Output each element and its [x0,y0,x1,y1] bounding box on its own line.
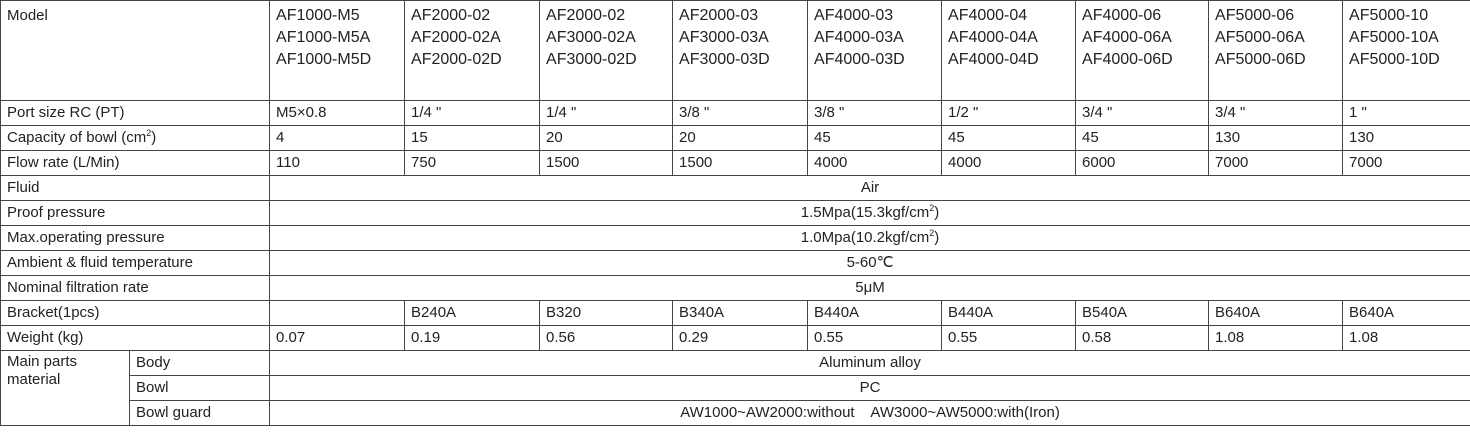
row-weight [1,326,1470,351]
filtration-value: 5μM [270,276,1470,301]
header-main-parts: Main parts material [1,351,130,426]
model-cell-5: AF4000-03 AF4000-03A AF4000-03D [808,1,942,101]
model-cell-7: AF4000-06 AF4000-06A AF4000-06D [1076,1,1209,101]
bracket-cell: B540A [1076,301,1209,326]
row-max-pressure [1,226,1470,251]
model-cell-6: AF4000-04 AF4000-04A AF4000-04D [942,1,1076,101]
capacity-cell: 130 [1343,126,1470,151]
header-bracket: Bracket(1pcs) [1,301,270,326]
header-port-size: Port size RC (PT) [1,101,270,126]
weight-cell: 0.56 [540,326,673,351]
model-cell-9: AF5000-10 AF5000-10A AF5000-10D [1343,1,1470,101]
model-cell-3: AF2000-02 AF3000-02A AF3000-02D [540,1,673,101]
max-pressure-value: $1.0Mpa(10.2kgf/cm^2)$ [270,226,1470,251]
bracket-cell: B640A [1209,301,1343,326]
port-size-cell: 3/8 " [808,101,942,126]
flow-rate-cell: 750 [405,151,540,176]
weight-cell: 0.19 [405,326,540,351]
bracket-cell: B240A [405,301,540,326]
port-size-cell: 1 " [1343,101,1470,126]
bowl-guard-value: AW1000~AW2000:without AW3000~AW5000:with(Iron) [270,401,1470,426]
capacity-cell: 45 [1076,126,1209,151]
flow-rate-cell: 6000 [1076,151,1209,176]
fluid-value: Air [270,176,1470,201]
port-size-cell: M5×0.8 [270,101,405,126]
row-bowl [1,376,1470,401]
flow-rate-cell: 1500 [540,151,673,176]
row-fluid [1,176,1470,201]
row-proof-pressure [1,201,1470,226]
capacity-cell: 4 [270,126,405,151]
row-flow-rate [1,151,1470,176]
proof-pressure-value: $1.5Mpa(15.3kgf/cm^2)$ [270,201,1470,226]
weight-cell: 0.55 [942,326,1076,351]
weight-cell: 0.55 [808,326,942,351]
port-size-cell: 1/4 " [540,101,673,126]
header-model: Model [1,1,270,101]
capacity-cell: 20 [540,126,673,151]
row-body [1,351,1470,376]
temperature-value: 5-60℃ [270,251,1470,276]
port-size-cell: 3/8 " [673,101,808,126]
port-size-cell: 3/4 " [1209,101,1343,126]
capacity-cell: 45 [808,126,942,151]
port-size-cell: 3/4 " [1076,101,1209,126]
row-port-size [1,101,1470,126]
capacity-cell: 20 [673,126,808,151]
header-max-pressure: Max.operating pressure [1,226,270,251]
weight-cell: 1.08 [1343,326,1470,351]
bracket-cell: B440A [808,301,942,326]
model-cell-1: AF1000-M5 AF1000-M5A AF1000-M5D [270,1,405,101]
model-cell-2: AF2000-02 AF2000-02A AF2000-02D [405,1,540,101]
header-filtration: Nominal filtration rate [1,276,270,301]
header-proof-pressure: Proof pressure [1,201,270,226]
bracket-cell: B440A [942,301,1076,326]
flow-rate-cell: 7000 [1343,151,1470,176]
row-filtration [1,276,1470,301]
bracket-cell: B640A [1343,301,1470,326]
port-size-cell: 1/2 " [942,101,1076,126]
model-cell-4: AF2000-03 AF3000-03A AF3000-03D [673,1,808,101]
row-bracket [1,301,1470,326]
capacity-cell: 15 [405,126,540,151]
bracket-cell: B340A [673,301,808,326]
header-fluid: Fluid [1,176,270,201]
flow-rate-cell: 1500 [673,151,808,176]
weight-cell: 0.29 [673,326,808,351]
header-weight: Weight (kg) [1,326,270,351]
flow-rate-cell: 7000 [1209,151,1343,176]
port-size-cell: 1/4 " [405,101,540,126]
capacity-cell: 45 [942,126,1076,151]
row-bowl-guard [1,401,1470,426]
capacity-cell: 130 [1209,126,1343,151]
flow-rate-cell: 110 [270,151,405,176]
model-cell-8: AF5000-06 AF5000-06A AF5000-06D [1209,1,1343,101]
row-capacity [1,126,1470,151]
header-temperature: Ambient & fluid temperature [1,251,270,276]
weight-cell: 1.08 [1209,326,1343,351]
row-temperature [1,251,1470,276]
header-body: Body [130,351,270,376]
flow-rate-cell: 4000 [808,151,942,176]
header-bowl: Bowl [130,376,270,401]
weight-cell: 0.07 [270,326,405,351]
row-model [1,1,1470,101]
bracket-cell [270,301,405,326]
body-value: Aluminum alloy [270,351,1470,376]
header-flow-rate: Flow rate (L/Min) [1,151,270,176]
flow-rate-cell: 4000 [942,151,1076,176]
header-bowl-guard: Bowl guard [130,401,270,426]
bracket-cell: B320 [540,301,673,326]
header-capacity: Capacity of bowl $(cm^2)$ [1,126,270,151]
weight-cell: 0.58 [1076,326,1209,351]
bowl-value: PC [270,376,1470,401]
